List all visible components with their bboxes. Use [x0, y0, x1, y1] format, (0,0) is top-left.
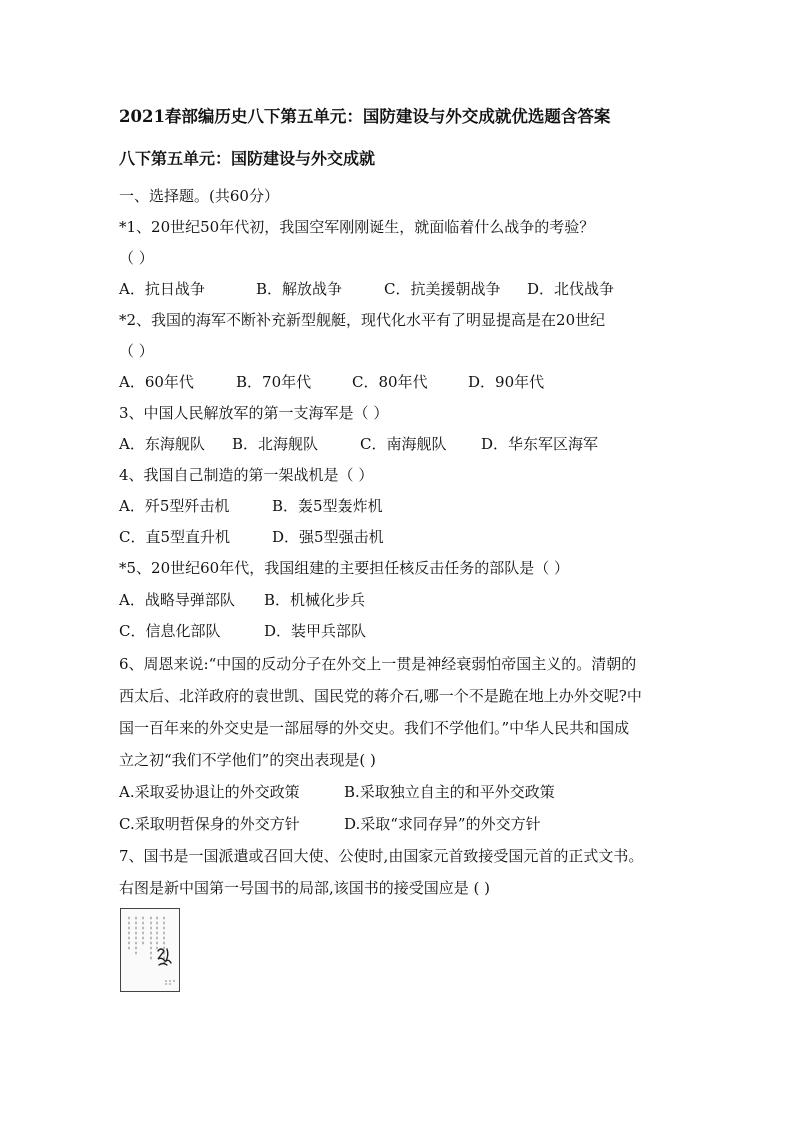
- question-2-option-a: A．60年代: [119, 373, 194, 391]
- question-2-stem: *2、我国的海军不断补充新型舰艇，现代化水平有了明显提高是在20世纪: [119, 311, 606, 329]
- question-5-stem: *5、20世纪60年代，我国组建的主要担任核反击任务的部队是（ ）: [119, 559, 569, 577]
- question-4-option-c: C．直5型直升机: [119, 528, 231, 546]
- question-5-option-b: B．机械化步兵: [264, 591, 366, 609]
- question-4-option-a: A．歼5型歼击机: [119, 497, 230, 515]
- question-3-option-b: B．北海舰队: [232, 435, 319, 453]
- question-1-option-c: C．抗美援朝战争: [384, 280, 501, 298]
- question-1-option-a: A．抗日战争: [119, 280, 205, 298]
- question-7-line-2: 右图是新中国第一号国书的局部,该国书的接受国应是 ( ): [119, 879, 491, 897]
- question-3-option-c: C．南海舰队: [360, 435, 447, 453]
- question-3-option-d: D．华东军区海军: [481, 435, 599, 453]
- question-6-option-c: C.采取明哲保身的外交方针: [119, 815, 300, 833]
- question-1-blank: （ ）: [119, 249, 154, 267]
- question-6-line-4: 立之初“我们不学他们”的突出表现是( ): [119, 751, 376, 769]
- question-7-line-1: 7、国书是一国派遣或召回大使、公使时,由国家元首致接受国元首的正式文书。: [119, 847, 644, 865]
- question-1-option-d: D．北伐战争: [527, 280, 615, 298]
- question-3-stem: 3、中国人民解放军的第一支海军是（ ）: [119, 404, 389, 422]
- question-4-option-b: B．轰5型轰炸机: [272, 497, 383, 515]
- question-5-option-a: A．战略导弹部队: [119, 591, 235, 609]
- question-6-option-a: A.采取妥协退让的外交政策: [119, 783, 300, 801]
- credential-letter-image: [120, 908, 180, 992]
- question-6-option-d: D.采取“求同存异”的外交方针: [344, 815, 541, 833]
- section-heading: 一、选择题。(共60分）: [119, 187, 279, 205]
- unit-subtitle: 八下第五单元：国防建设与外交成就: [119, 149, 376, 168]
- question-3-option-a: A．东海舰队: [119, 435, 205, 453]
- question-2-option-c: C．80年代: [352, 373, 428, 391]
- document-title: 2021春部编历史八下第五单元：国防建设与外交成就优选题含答案: [119, 107, 611, 126]
- question-2-blank: （ ）: [119, 342, 154, 360]
- question-4-stem: 4、我国自己制造的第一架战机是（ ）: [119, 466, 374, 484]
- question-2-option-d: D．90年代: [468, 373, 545, 391]
- question-6-line-3: 国一百年来的外交史是一部屈辱的外交史。我们不学他们。”中华人民共和国成: [119, 719, 630, 737]
- question-5-option-d: D．装甲兵部队: [264, 622, 367, 640]
- question-5-option-c: C．信息化部队: [119, 622, 221, 640]
- question-6-line-1: 6、周恩来说:“中国的反动分子在外交上一贯是神经衰弱怕帝国主义的。清朝的: [119, 655, 637, 673]
- question-6-option-b: B.采取独立自主的和平外交政策: [344, 783, 555, 801]
- credential-letter-drawing: [121, 909, 179, 991]
- question-1-stem: *1、20世纪50年代初，我国空军刚刚诞生，就面临着什么战争的考验？: [119, 218, 595, 236]
- question-1-option-b: B．解放战争: [256, 280, 343, 298]
- question-6-line-2: 西太后、北洋政府的袁世凯、国民党的蒋介石,哪一个不是跪在地上办外交呢?中: [119, 687, 642, 705]
- question-4-option-d: D．强5型强击机: [272, 528, 384, 546]
- question-2-option-b: B．70年代: [236, 373, 312, 391]
